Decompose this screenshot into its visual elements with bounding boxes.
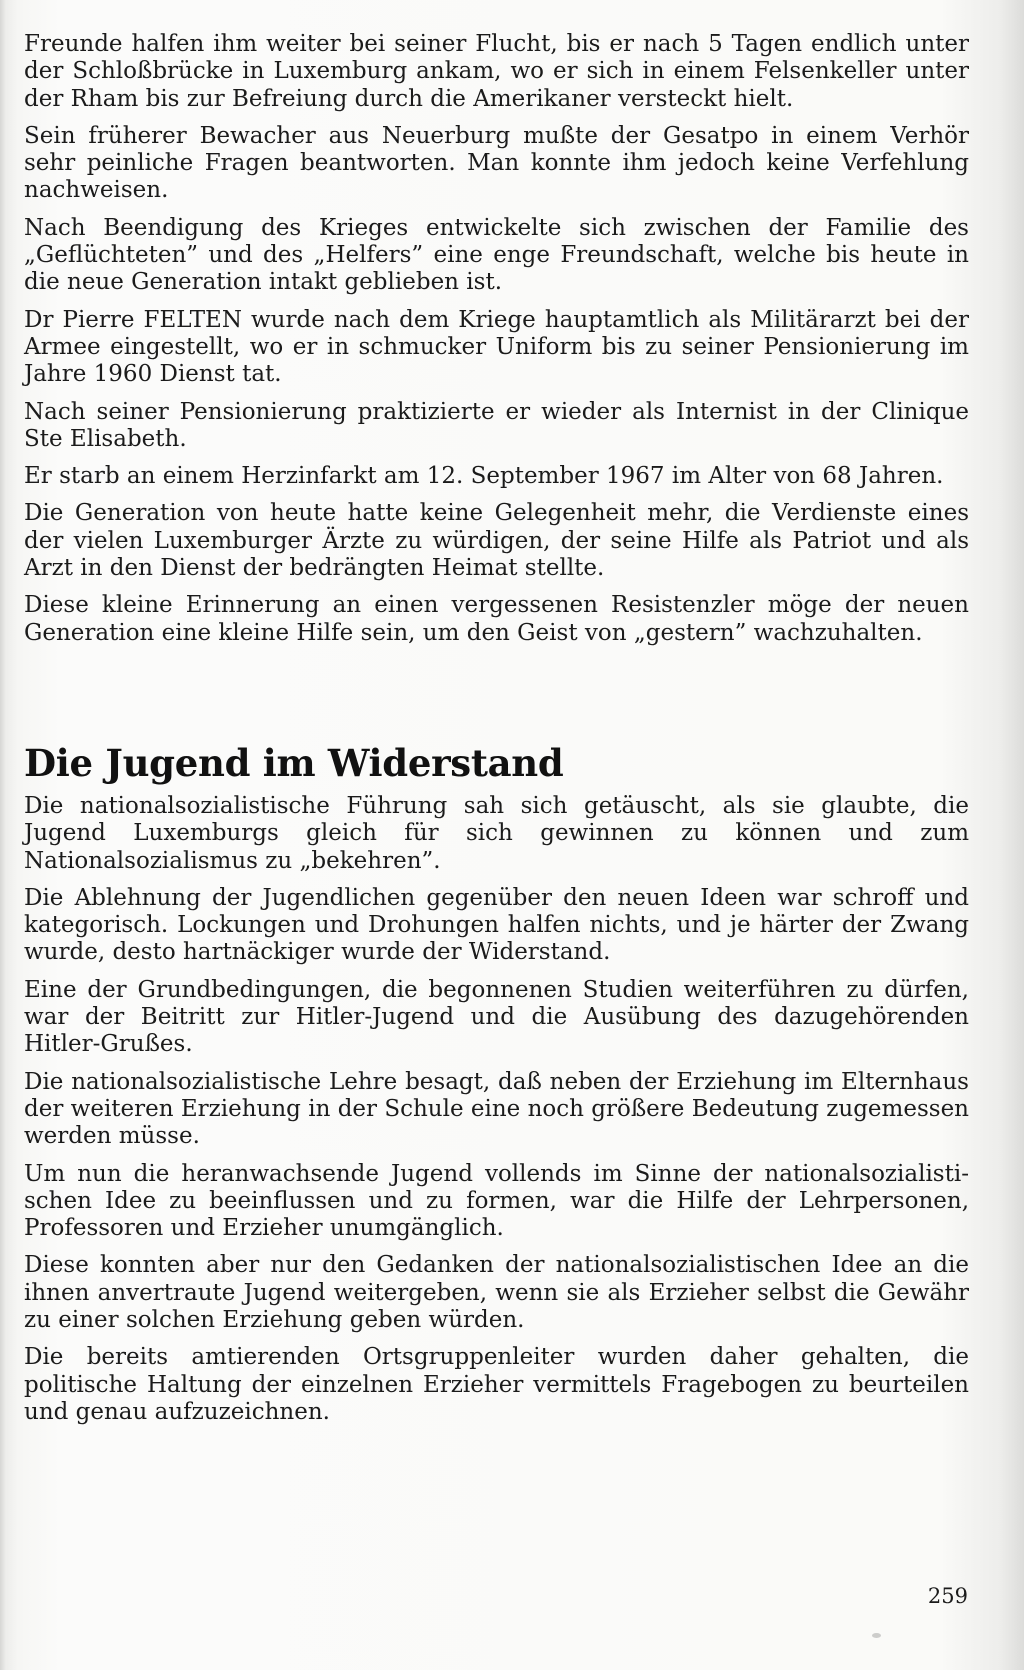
paragraph: Sein früherer Bewacher aus Neuerburg mußte der Gesatpo in einem Verhör sehr peinliche Fragen beantworten. Man konnte ihm jedoch keine Verfehlung nachweisen.: [24, 122, 969, 204]
paragraph: Nach Beendigung des Krieges entwickelte sich zwischen der Familie des „Geflüchteten” und des „Helfers” eine enge Freundschaft, welche bis heute in die neue Generation intakt geblieben ist.: [24, 214, 969, 296]
paragraph: Freunde halfen ihm weiter bei seiner Flucht, bis er nach 5 Tagen endlich unter der Schloßbrücke in Luxemburg ankam, wo er sich in einem Felsenkeller unter der Rham bis zur Befreiung durch die Amerikaner versteckt hielt.: [24, 31, 969, 112]
paragraph: Nach seiner Pensionierung praktizierte er wieder als Internist in der Clinique Ste Elisabeth.: [24, 398, 969, 452]
paragraph: Um nun die heranwachsende Jugend vollends im Sinne der nationalsozialistischen Idee zu beeinflussen und zu formen, war die Hilfe der Lehrpersonen, Professoren und Erzieher unumgänglich.: [24, 1160, 969, 1242]
paragraph: Die Ablehnung der Jugendlichen gegenüber den neuen Ideen war schroff und kategorisch. Lockungen und Drohungen halfen nichts, und je härter der Zwang wurde, desto hartnäckiger wurde der Widerstand.: [24, 884, 969, 966]
print-speck: [872, 1633, 881, 1638]
paragraph: Dr Pierre FELTEN wurde nach dem Kriege hauptamtlich als Militärarzt bei der Armee eingestellt, wo er in schmucker Uniform bis zu seiner Pensionierung im Jahre 1960 Dienst tat.: [24, 306, 969, 388]
page-gutter-shadow: [0, 0, 6, 1670]
paragraph: Diese konnten aber nur den Gedanken der nationalsozialistischen Idee an die ihnen anvertraute Jugend weitergeben, wenn sie als Erzieher selbst die Gewähr zu einer solchen Erziehung geben würden.: [24, 1252, 969, 1333]
paragraph: Die bereits amtierenden Ortsgruppenleiter wurden daher gehalten, die politische Haltung der einzelnen Erzieher vermittels Fragebogen zu beurteilen und genau aufzuzeichnen.: [24, 1344, 969, 1425]
section-heading: Die Jugend im Widerstand: [24, 740, 564, 785]
heading-spacer: [24, 785, 969, 793]
paragraph: Eine der Grundbedingungen, die begonnenen Studien weiterführen zu dürfen, war der Beitritt zur Hitler-Jugend und die Ausübung des dazugehörenden Hitler-Grußes.: [24, 976, 969, 1058]
paragraph: Die nationalsozialistische Lehre besagt, daß neben der Erziehung im Elternhaus der weiteren Erziehung in der Schule eine noch größere Bedeutung zugemessen werden müsse.: [24, 1068, 969, 1150]
paragraph: Die nationalsozialistische Führung sah sich getäuscht, als sie glaubte, die Jugend Luxemburgs gleich für sich gewinnen zu können und zum Nationalsozialismus zu „bekehren”.: [24, 792, 969, 874]
page-number: 259: [927, 1584, 968, 1608]
section-spacer: [24, 657, 969, 741]
page-body: [24, 31, 969, 1436]
paragraph: Er starb an einem Herzinfarkt am 12. September 1967 im Alter von 68 Jahren.: [24, 463, 944, 490]
paragraph: Diese kleine Erinnerung an einen vergessenen Resistenzler möge der neuen Generation eine kleine Hilfe sein, um den Geist von „gestern” wachzuhalten.: [24, 592, 969, 646]
paragraph: Die Generation von heute hatte keine Gelegenheit mehr, die Verdienste eines der vielen Luxemburger Ärzte zu würdigen, der seine Hilfe als Patriot und als Arzt in den Dienst der bedrängten Heimat stellte.: [24, 500, 969, 582]
